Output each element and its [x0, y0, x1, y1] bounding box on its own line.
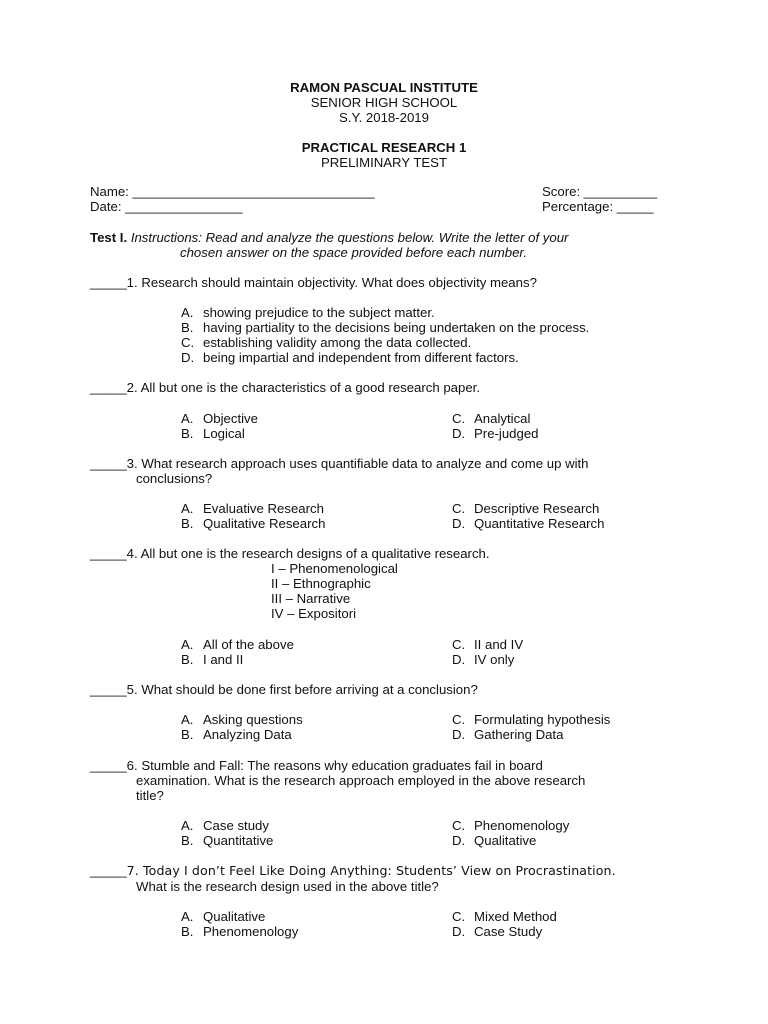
- option-letter: C.: [452, 637, 466, 652]
- option-letter: C.: [452, 501, 466, 516]
- question-7-cont: What is the research design used in the above title?: [136, 879, 439, 894]
- design-item-4: IV – Expositori: [271, 606, 357, 621]
- option-letter: B.: [181, 727, 194, 742]
- option-text: Phenomenology: [474, 818, 570, 833]
- option-letter: B.: [181, 652, 194, 667]
- q5-option-b: [181, 727, 292, 742]
- question-4: _____4. All but one is the research designs of a qualitative research.: [90, 546, 490, 561]
- option-letter: A.: [181, 818, 194, 833]
- option-letter: C.: [181, 335, 195, 350]
- school-year: S.Y. 2018-2019: [339, 110, 429, 125]
- design-item-3: III – Narrative: [271, 591, 351, 606]
- q3-option-c: [452, 501, 599, 516]
- q3-option-b: [181, 516, 325, 531]
- q7-option-c: [452, 909, 557, 924]
- question-5: _____5. What should be done first before arriving at a conclusion?: [90, 682, 478, 697]
- option-text: Logical: [203, 426, 245, 441]
- question-1: _____1. Research should maintain objectivity. What does objectivity means?: [90, 275, 537, 290]
- option-letter: C.: [452, 411, 466, 426]
- option-text: Objective: [203, 411, 258, 426]
- option-letter: B.: [181, 833, 194, 848]
- q5-option-a: [181, 712, 303, 727]
- instructions-text: Instructions: Read and analyze the questions below. Write the letter of your: [130, 230, 569, 245]
- option-letter: B.: [181, 426, 194, 441]
- option-letter: B.: [181, 924, 194, 939]
- option-letter: A.: [181, 712, 194, 727]
- option-text: Analytical: [474, 411, 531, 426]
- q7-option-a: [181, 909, 265, 924]
- instructions-line-1: [90, 230, 568, 245]
- option-text: Qualitative: [203, 909, 266, 924]
- option-text: Descriptive Research: [474, 501, 600, 516]
- q2-option-b: [181, 426, 245, 441]
- name-field: Name: _________________________________: [90, 184, 375, 199]
- q6-option-b: [181, 833, 273, 848]
- score-field: Score: __________: [542, 184, 658, 199]
- option-letter: A.: [181, 501, 194, 516]
- question-3-cont: conclusions?: [136, 471, 213, 486]
- q4-option-b: [181, 652, 243, 667]
- design-item-2: II – Ethnographic: [271, 576, 371, 591]
- subject-title: PRACTICAL RESEARCH 1: [301, 140, 467, 155]
- question-6-cont-2: title?: [136, 788, 164, 803]
- q7-option-d: [452, 924, 542, 939]
- option-text: having partiality to the decisions being undertaken on the process.: [203, 320, 590, 335]
- q2-option-a: [181, 411, 258, 426]
- school-name: RAMON PASCUAL INSTITUTE: [290, 80, 478, 95]
- q1-option-d: [181, 350, 519, 365]
- option-letter: A.: [181, 411, 194, 426]
- option-text: Case Study: [474, 924, 543, 939]
- q6-option-a: [181, 818, 269, 833]
- option-letter: D.: [452, 924, 466, 939]
- option-text: Formulating hypothesis: [474, 712, 611, 727]
- question-3: _____3. What research approach uses quantifiable data to analyze and come up with: [90, 456, 589, 471]
- option-letter: D.: [452, 652, 466, 667]
- option-text: Quantitative Research: [474, 516, 605, 531]
- q3-option-a: [181, 501, 324, 516]
- option-text: II and IV: [474, 637, 524, 652]
- option-text: Analyzing Data: [203, 727, 292, 742]
- option-letter: A.: [181, 909, 194, 924]
- q5-option-c: [452, 712, 610, 727]
- q7-option-b: [181, 924, 298, 939]
- date-field: Date: ________________: [90, 199, 243, 214]
- test-label: Test I.: [90, 230, 128, 245]
- exam-title: PRELIMINARY TEST: [320, 155, 448, 170]
- option-letter: D.: [452, 426, 466, 441]
- q4-option-d: [452, 652, 514, 667]
- option-text: Mixed Method: [474, 909, 557, 924]
- question-7-text: 7. Today I don’t Feel Like Doing Anything: Students’ View on Procrastination.: [126, 863, 616, 878]
- option-text: All of the above: [203, 637, 294, 652]
- option-text: Quantitative: [203, 833, 274, 848]
- option-text: IV only: [474, 652, 515, 667]
- option-letter: D.: [452, 833, 466, 848]
- q1-option-c: [181, 335, 471, 350]
- instructions-line-2: chosen answer on the space provided before each number.: [180, 245, 528, 260]
- school-division: SENIOR HIGH SCHOOL: [310, 95, 458, 110]
- q3-option-d: [452, 516, 604, 531]
- option-letter: B.: [181, 320, 194, 335]
- option-text: Case study: [203, 818, 269, 833]
- q6-option-d: [452, 833, 536, 848]
- option-letter: C.: [452, 712, 466, 727]
- q5-option-d: [452, 727, 563, 742]
- option-letter: C.: [452, 818, 466, 833]
- option-letter: D.: [181, 350, 195, 365]
- q2-option-c: [452, 411, 530, 426]
- q4-option-c: [452, 637, 523, 652]
- option-text: Evaluative Research: [203, 501, 324, 516]
- option-letter: D.: [452, 727, 466, 742]
- answer-blank: _____: [90, 863, 127, 878]
- option-text: Qualitative Research: [203, 516, 326, 531]
- question-6-cont-1: examination. What is the research approach employed in the above research: [136, 773, 586, 788]
- option-text: Asking questions: [203, 712, 303, 727]
- q4-option-a: [181, 637, 294, 652]
- question-6: _____6. Stumble and Fall: The reasons why education graduates fail in board: [90, 758, 543, 773]
- q2-option-d: [452, 426, 539, 441]
- option-text: Qualitative: [474, 833, 537, 848]
- option-letter: A.: [181, 305, 194, 320]
- option-letter: A.: [181, 637, 194, 652]
- option-letter: B.: [181, 516, 194, 531]
- option-text: Pre-judged: [474, 426, 539, 441]
- option-text: establishing validity among the data collected.: [203, 335, 472, 350]
- option-text: I and II: [203, 652, 244, 667]
- q1-option-a: [181, 305, 435, 320]
- q1-option-b: [181, 320, 589, 335]
- question-2: _____2. All but one is the characteristics of a good research paper.: [90, 380, 481, 395]
- option-text: Gathering Data: [474, 727, 564, 742]
- option-text: showing prejudice to the subject matter.: [203, 305, 435, 320]
- percentage-field: Percentage: _____: [542, 199, 654, 214]
- option-letter: D.: [452, 516, 466, 531]
- design-item-1: I – Phenomenological: [271, 561, 398, 576]
- option-text: Phenomenology: [203, 924, 299, 939]
- option-letter: C.: [452, 909, 466, 924]
- question-7: [90, 863, 616, 878]
- q6-option-c: [452, 818, 569, 833]
- option-text: being impartial and independent from different factors.: [203, 350, 519, 365]
